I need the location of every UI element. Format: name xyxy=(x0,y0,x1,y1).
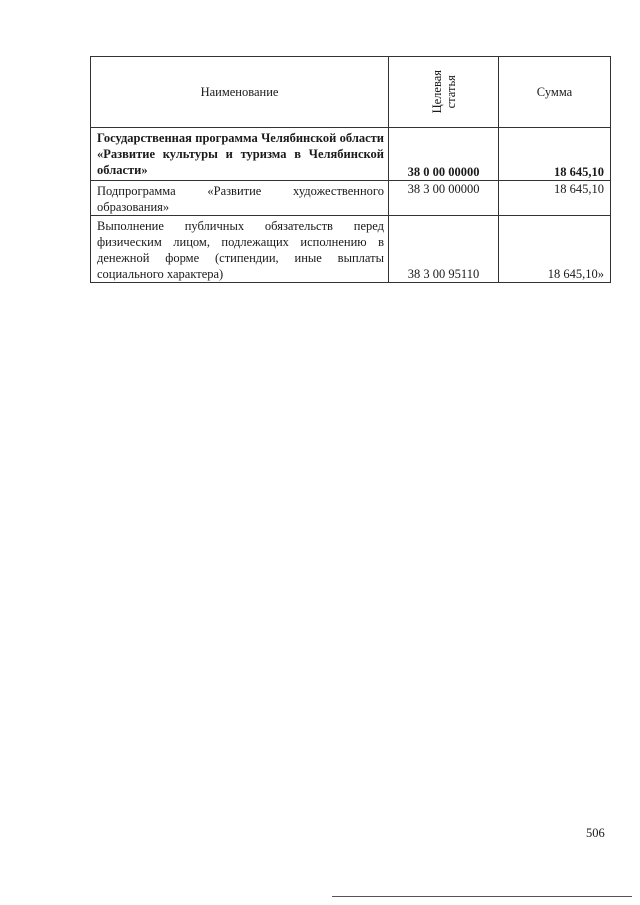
page-number: 506 xyxy=(586,826,605,840)
row-sum-cell xyxy=(499,181,611,216)
row-code: 38 3 00 00000 xyxy=(407,182,480,196)
row-sum-cell xyxy=(499,216,611,283)
row-code-cell xyxy=(389,216,499,283)
header-target-article-line2: статья xyxy=(443,75,458,109)
header-target-article-line1: Целевая xyxy=(429,70,444,114)
table-header-row xyxy=(91,57,611,128)
table-row xyxy=(91,181,611,216)
table-row xyxy=(91,128,611,181)
row-code: 38 0 00 00000 xyxy=(407,165,480,179)
row-code: 38 3 00 95110 xyxy=(407,267,480,281)
row-sum: 18 645,10 xyxy=(554,165,604,179)
row-code-cell xyxy=(389,181,499,216)
row-code-cell xyxy=(389,128,499,181)
row-name: Подпрограмма «Развитие художественного образования» xyxy=(91,181,389,216)
header-sum: Сумма xyxy=(499,57,611,128)
row-sum: 18 645,10» xyxy=(547,267,604,281)
row-name: Государственная программа Челябинской области «Развитие культуры и туризма в Челябинской области» xyxy=(91,128,389,181)
budget-table xyxy=(90,56,611,283)
row-sum: 18 645,10 xyxy=(554,182,604,196)
header-name: Наименование xyxy=(91,57,389,128)
footer-rule xyxy=(332,896,632,897)
header-target-article xyxy=(389,57,499,128)
table-row xyxy=(91,216,611,283)
row-name: Выполнение публичных обязательств перед физическим лицом, подлежащих исполнению в денежной форме (стипендии, иные выплаты социального характера) xyxy=(91,216,389,283)
row-sum-cell xyxy=(499,128,611,181)
